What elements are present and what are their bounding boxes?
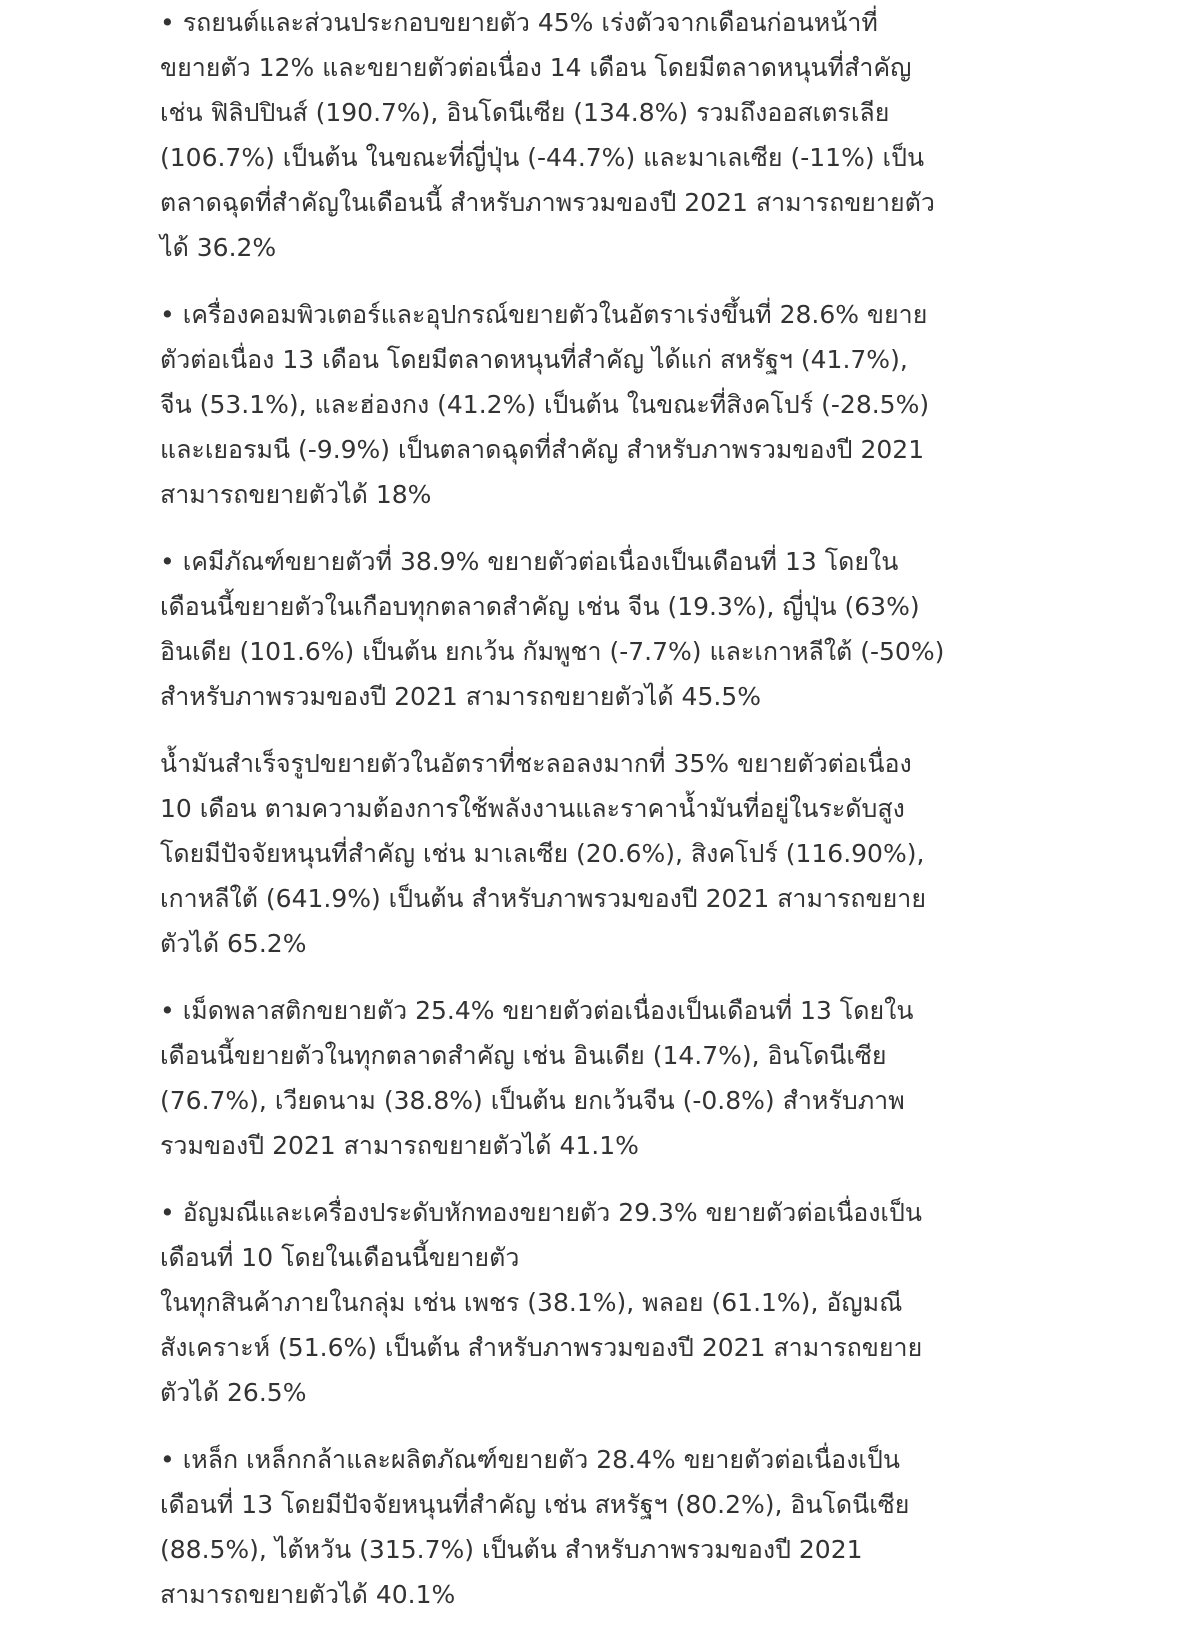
paragraph-steel: [160, 1437, 940, 1617]
text-line: (106.7%) เป็นต้น ในขณะที่ญี่ปุ่น (-44.7%) และมาเลเซีย (-11%) เป็น: [160, 143, 925, 172]
text-line: เกาหลีใต้ (641.9%) เป็นต้น สำหรับภาพรวมของปี 2021 สามารถขยาย: [160, 884, 926, 913]
paragraph-refined-oil: [160, 741, 940, 966]
text-line: จีน (53.1%), และฮ่องกง (41.2%) เป็นต้น ในขณะที่สิงคโปร์ (-28.5%): [160, 390, 930, 419]
text-line: น้ำมันสำเร็จรูปขยายตัวในอัตราที่ชะลอลงมากที่ 35% ขยายตัวต่อเนื่อง: [160, 749, 912, 778]
text-line: อินเดีย (101.6%) เป็นต้น ยกเว้น กัมพูชา (-7.7%) และเกาหลีใต้ (-50%): [160, 637, 945, 666]
text-line: และเยอรมนี (-9.9%) เป็นตลาดฉุดที่สำคัญ สำหรับภาพรวมของปี 2021: [160, 435, 925, 464]
text-line: สามารถขยายตัวได้ 40.1%: [160, 1580, 456, 1609]
text-line: ตลาดฉุดที่สำคัญในเดือนนี้ สำหรับภาพรวมของปี 2021 สามารถขยายตัว: [160, 188, 935, 217]
text-line: โดยมีปัจจัยหนุนที่สำคัญ เช่น มาเลเซีย (20.6%), สิงคโปร์ (116.90%),: [160, 839, 925, 868]
article-body: [160, 0, 945, 1639]
text-line: ได้ 36.2%: [160, 233, 277, 262]
text-line: ตัวต่อเนื่อง 13 เดือน โดยมีตลาดหนุนที่สำคัญ ได้แก่ สหรัฐฯ (41.7%),: [160, 345, 908, 374]
text-line: • เคมีภัณฑ์ขยายตัวที่ 38.9% ขยายตัวต่อเนื่องเป็นเดือนที่ 13 โดยใน: [160, 547, 899, 576]
text-line: ขยายตัว 12% และขยายตัวต่อเนื่อง 14 เดือน โดยมีตลาดหนุนที่สำคัญ: [160, 53, 912, 82]
text-line: เดือนที่ 13 โดยมีปัจจัยหนุนที่สำคัญ เช่น สหรัฐฯ (80.2%), อินโดนีเซีย: [160, 1490, 910, 1519]
paragraph-gems-jewelry: [160, 1190, 940, 1415]
text-line: เดือนนี้ขยายตัวในทุกตลาดสำคัญ เช่น อินเดีย (14.7%), อินโดนีเซีย: [160, 1041, 887, 1070]
text-line: สามารถขยายตัวได้ 18%: [160, 480, 432, 509]
text-line: เดือนที่ 10 โดยในเดือนนี้ขยายตัว: [160, 1243, 520, 1272]
text-line: เดือนนี้ขยายตัวในเกือบทุกตลาดสำคัญ เช่น จีน (19.3%), ญี่ปุ่น (63%): [160, 592, 920, 621]
text-line: • รถยนต์และส่วนประกอบขยายตัว 45% เร่งตัวจากเดือนก่อนหน้าที่: [160, 8, 878, 37]
paragraph-automobiles: [160, 0, 940, 270]
text-line: ตัวได้ 65.2%: [160, 929, 307, 958]
paragraph-computers: [160, 292, 940, 517]
text-line: ในทุกสินค้าภายในกลุ่ม เช่น เพชร (38.1%), พลอย (61.1%), อัญมณี: [160, 1288, 903, 1317]
paragraph-chemicals: [160, 539, 945, 719]
paragraph-plastic-resins: [160, 988, 940, 1168]
text-line: • เม็ดพลาสติกขยายตัว 25.4% ขยายตัวต่อเนื่องเป็นเดือนที่ 13 โดยใน: [160, 996, 914, 1025]
text-line: • เหล็ก เหล็กกล้าและผลิตภัณฑ์ขยายตัว 28.4% ขยายตัวต่อเนื่องเป็น: [160, 1445, 900, 1474]
text-line: สำหรับภาพรวมของปี 2021 สามารถขยายตัวได้ 45.5%: [160, 682, 761, 711]
text-line: รวมของปี 2021 สามารถขยายตัวได้ 41.1%: [160, 1131, 639, 1160]
text-line: สังเคราะห์ (51.6%) เป็นต้น สำหรับภาพรวมของปี 2021 สามารถขยาย: [160, 1333, 923, 1362]
text-line: เช่น ฟิลิปปินส์ (190.7%), อินโดนีเซีย (134.8%) รวมถึงออสเตรเลีย: [160, 98, 890, 127]
text-line: (88.5%), ไต้หวัน (315.7%) เป็นต้น สำหรับภาพรวมของปี 2021: [160, 1535, 863, 1564]
text-line: • เครื่องคอมพิวเตอร์และอุปกรณ์ขยายตัวในอัตราเร่งขึ้นที่ 28.6% ขยาย: [160, 300, 928, 329]
text-line: ตัวได้ 26.5%: [160, 1378, 307, 1407]
text-line: 10 เดือน ตามความต้องการใช้พลังงานและราคาน้ำมันที่อยู่ในระดับสูง: [160, 794, 905, 823]
text-line: • อัญมณีและเครื่องประดับหักทองขยายตัว 29.3% ขยายตัวต่อเนื่องเป็น: [160, 1198, 922, 1227]
text-line: (76.7%), เวียดนาม (38.8%) เป็นต้น ยกเว้นจีน (-0.8%) สำหรับภาพ: [160, 1086, 905, 1115]
